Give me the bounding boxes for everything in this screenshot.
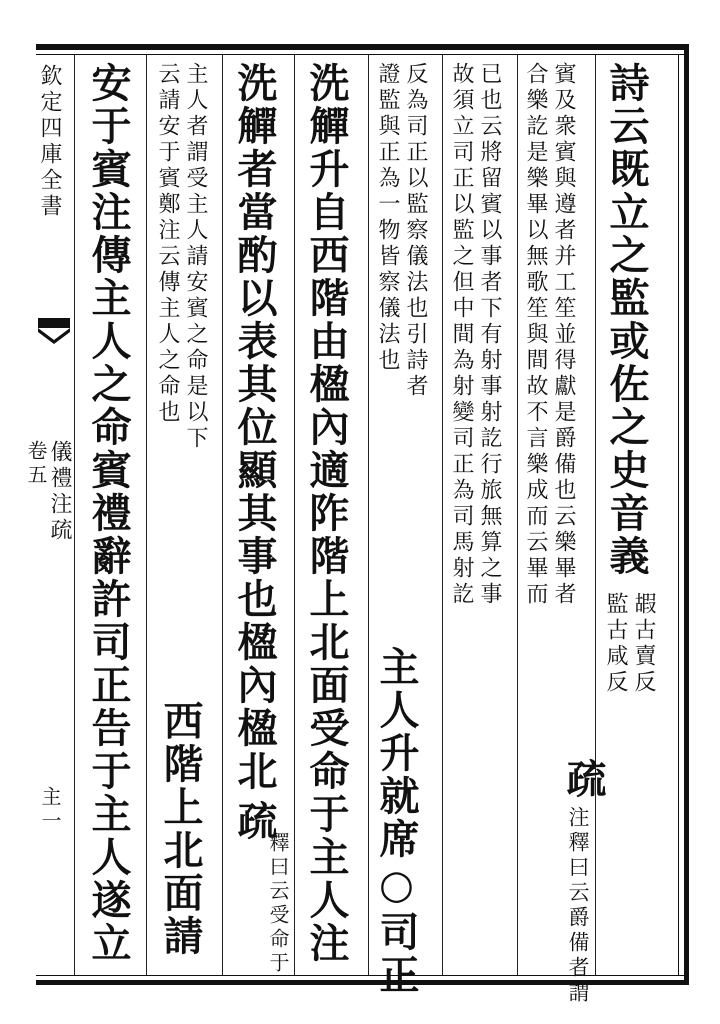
text-column-3-line-a: 賓及衆賓與遵者并工笙並得獻是爵備也云樂畢者 [551,62,576,608]
top-border [36,44,686,50]
text-column-4-line-a: 已也云將留賓以事者下有射事射訖行旅無算之事 [477,62,502,608]
text-column-7-annotation: 釋曰云受命于 [266,832,290,976]
column-rule [146,54,147,975]
right-border-inner [678,54,679,975]
text-column-5-line-b: 證監與正為一物皆察儀法也 [375,62,400,374]
page-number: 主一 [38,786,62,834]
text-column-2-annotation-b: 監古咸反 [603,592,628,696]
margin-rule [74,54,75,975]
text-column-5-line-a: 反為司正以監察儀法也引詩者 [403,62,428,400]
text-column-2-annotation-c: 注釋曰云爵備者謂 [566,806,590,1006]
text-column-2-shu: 疏 [560,758,607,801]
text-column-6-main: 洗觶升自西階由楹內適阼階上北面受命于主人注 [303,62,350,965]
column-rule [517,54,518,975]
column-rule [368,54,369,975]
fishtail-ornament-icon [34,318,74,358]
column-rule [294,54,295,975]
column-rule [595,54,596,975]
text-column-8-line-b: 云請安于賓鄭注云傳主人之命也 [155,62,180,426]
column-rule [442,54,443,975]
text-column-3-line-b: 合樂訖是樂畢以無歌笙與間故不言樂成而云畢而 [523,62,548,608]
text-column-7-shu: 疏 [231,800,278,843]
text-column-2-annotation-a: 嘏古賣反 [631,592,656,696]
text-column-8-main: 西階上北面請 [157,700,204,958]
right-border [684,44,689,985]
juan-label: 卷五 [24,440,48,488]
text-column-5-main: 主人升就席○司正 [373,646,420,997]
column-rule [222,54,223,975]
text-column-1-main: 詩云既立之監或佐之史音義 [603,62,650,578]
top-border-inner [36,54,686,55]
text-column-9-main: 安于賓注傳主人之命賓禮辭許司正告于主人遂立 [85,62,132,965]
text-column-4-line-b: 故須立司正以監之但中間為射變司正為司馬射訖 [449,62,474,608]
volume-title: 儀禮注疏 [47,440,72,544]
book-title: 欽定四庫全書 [37,64,62,220]
text-column-7-main: 洗觶者當酌以表其位顯其事也楹內楹北 [231,62,278,793]
text-column-8-line-a: 主人者謂受主人請安賓之命是以下 [183,62,208,452]
